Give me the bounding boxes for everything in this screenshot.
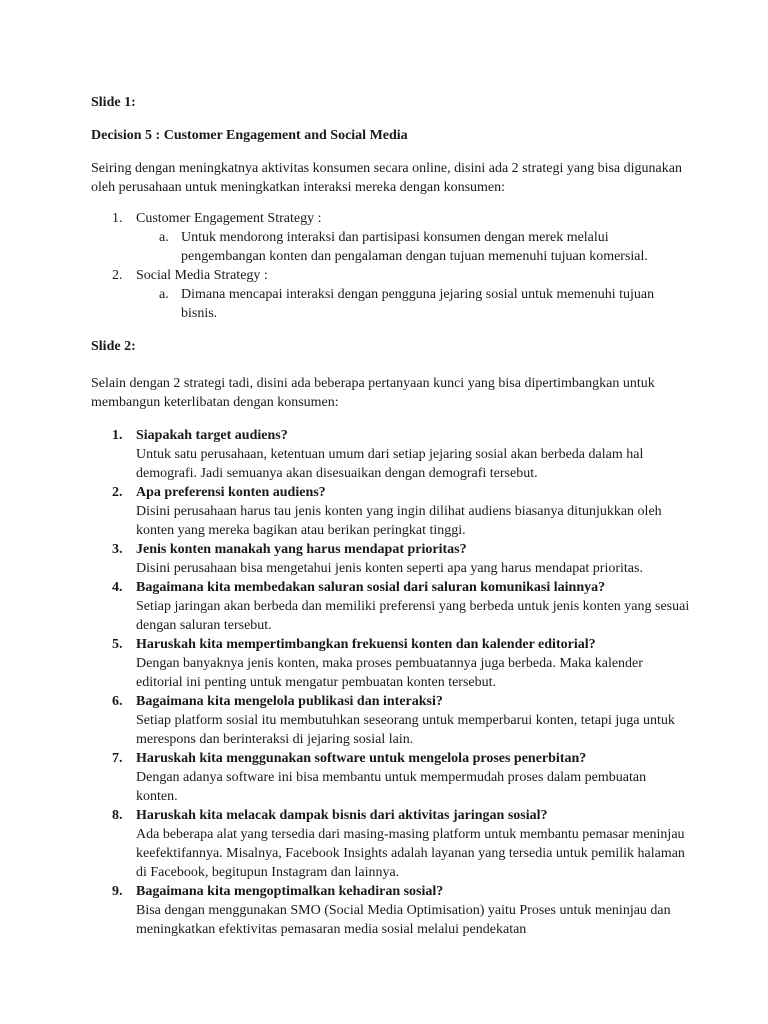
list-item-number: 1.	[112, 211, 123, 226]
question-item	[91, 882, 691, 939]
question-item	[91, 692, 691, 749]
slide2-intro: Selain dengan 2 strategi tadi, disini ada beberapa pertanyaan kunci yang bisa dipertimbangkan untuk membangun keterlibatan dengan konsumen:	[91, 376, 655, 410]
question-item	[91, 483, 691, 540]
list-item-label: Social Media Strategy :	[136, 268, 268, 283]
question-number: 6.	[112, 694, 123, 709]
answer-text: Untuk satu perusahaan, ketentuan umum dari setiap jejaring sosial akan berbeda dalam hal demografi. Jadi semuanya akan disesuaikan dengan demografi tersebut.	[136, 447, 644, 481]
question-item	[91, 749, 691, 806]
answer-text: Bisa dengan menggunakan SMO (Social Media Optimisation) yaitu Proses untuk meninjau dan meningkatkan efektivitas pemasaran media sosial melalui pendekatan	[136, 903, 671, 937]
sub-list	[136, 285, 691, 323]
question-item	[91, 426, 691, 483]
question-list	[91, 426, 691, 939]
answer-text: Dengan adanya software ini bisa membantu untuk mempermudah proses dalam pembuatan konten.	[136, 770, 647, 804]
sub-item-text: Dimana mencapai interaksi dengan pengguna jejaring sosial untuk memenuhi tujuan bisnis.	[181, 287, 655, 321]
question-text: Haruskah kita menggunakan software untuk mengelola proses penerbitan?	[136, 751, 587, 766]
answer-text: Setiap platform sosial itu membutuhkan seseorang untuk memperbarui konten, tetapi juga untuk merespons dan berinteraksi di jejaring sosial lain.	[136, 713, 675, 747]
decision-heading: Decision 5 : Customer Engagement and Social Media	[91, 128, 408, 143]
question-text: Bagaimana kita mengoptimalkan kehadiran sosial?	[136, 884, 444, 899]
list-item-label: Customer Engagement Strategy :	[136, 211, 322, 226]
sub-list-item	[136, 228, 691, 266]
question-number: 1.	[112, 428, 123, 443]
question-item	[91, 635, 691, 692]
sub-item-text: Untuk mendorong interaksi dan partisipasi konsumen dengan merek melalui pengembangan konten dan pengalaman dengan tujuan memenuhi tujuan komersial.	[181, 230, 648, 264]
question-number: 7.	[112, 751, 123, 766]
question-number: 4.	[112, 580, 123, 595]
list-item	[91, 266, 691, 323]
question-item	[91, 806, 691, 882]
sub-list	[136, 228, 691, 266]
question-number: 2.	[112, 485, 123, 500]
question-text: Siapakah target audiens?	[136, 428, 288, 443]
slide2-title: Slide 2:	[91, 339, 136, 354]
question-text: Bagaimana kita mengelola publikasi dan interaksi?	[136, 694, 443, 709]
question-number: 5.	[112, 637, 123, 652]
document-page	[91, 93, 691, 939]
answer-text: Disini perusahaan harus tau jenis konten yang ingin dilihat audiens biasanya ditunjukkan oleh konten yang mereka bagikan atau berikan peringkat tinggi.	[136, 504, 662, 538]
strategy-list	[91, 209, 691, 323]
question-text: Haruskah kita melacak dampak bisnis dari aktivitas jaringan sosial?	[136, 808, 548, 823]
answer-text: Setiap jaringan akan berbeda dan memiliki preferensi yang berbeda untuk jenis konten yang sesuai dengan saluran tersebut.	[136, 599, 690, 633]
sub-item-letter: a.	[159, 287, 169, 302]
question-text: Jenis konten manakah yang harus mendapat prioritas?	[136, 542, 467, 557]
question-text: Bagaimana kita membedakan saluran sosial dari saluran komunikasi lainnya?	[136, 580, 606, 595]
sub-item-letter: a.	[159, 230, 169, 245]
list-item-number: 2.	[112, 268, 123, 283]
list-item	[91, 209, 691, 266]
sub-list-item	[136, 285, 691, 323]
question-text: Haruskah kita mempertimbangkan frekuensi konten dan kalender editorial?	[136, 637, 596, 652]
question-number: 3.	[112, 542, 123, 557]
question-number: 9.	[112, 884, 123, 899]
slide1-intro: Seiring dengan meningkatnya aktivitas konsumen secara online, disini ada 2 strategi yang bisa digunakan oleh perusahaan untuk meningkatkan interaksi mereka dengan konsumen:	[91, 161, 682, 195]
answer-text: Ada beberapa alat yang tersedia dari masing-masing platform untuk membantu pemasar meninjau keefektifannya. Misalnya, Facebook Insights adalah layanan yang tersedia untuk pemilik halaman di Facebook, begitupun Instagram dan lainnya.	[136, 827, 685, 880]
question-item	[91, 578, 691, 635]
question-number: 8.	[112, 808, 123, 823]
answer-text: Disini perusahaan bisa mengetahui jenis konten seperti apa yang harus mendapat prioritas.	[136, 561, 643, 576]
slide1-title: Slide 1:	[91, 95, 136, 110]
question-text: Apa preferensi konten audiens?	[136, 485, 326, 500]
answer-text: Dengan banyaknya jenis konten, maka proses pembuatannya juga berbeda. Maka kalender editorial ini penting untuk mengatur pembuatan konten tersebut.	[136, 656, 643, 690]
question-item	[91, 540, 691, 578]
